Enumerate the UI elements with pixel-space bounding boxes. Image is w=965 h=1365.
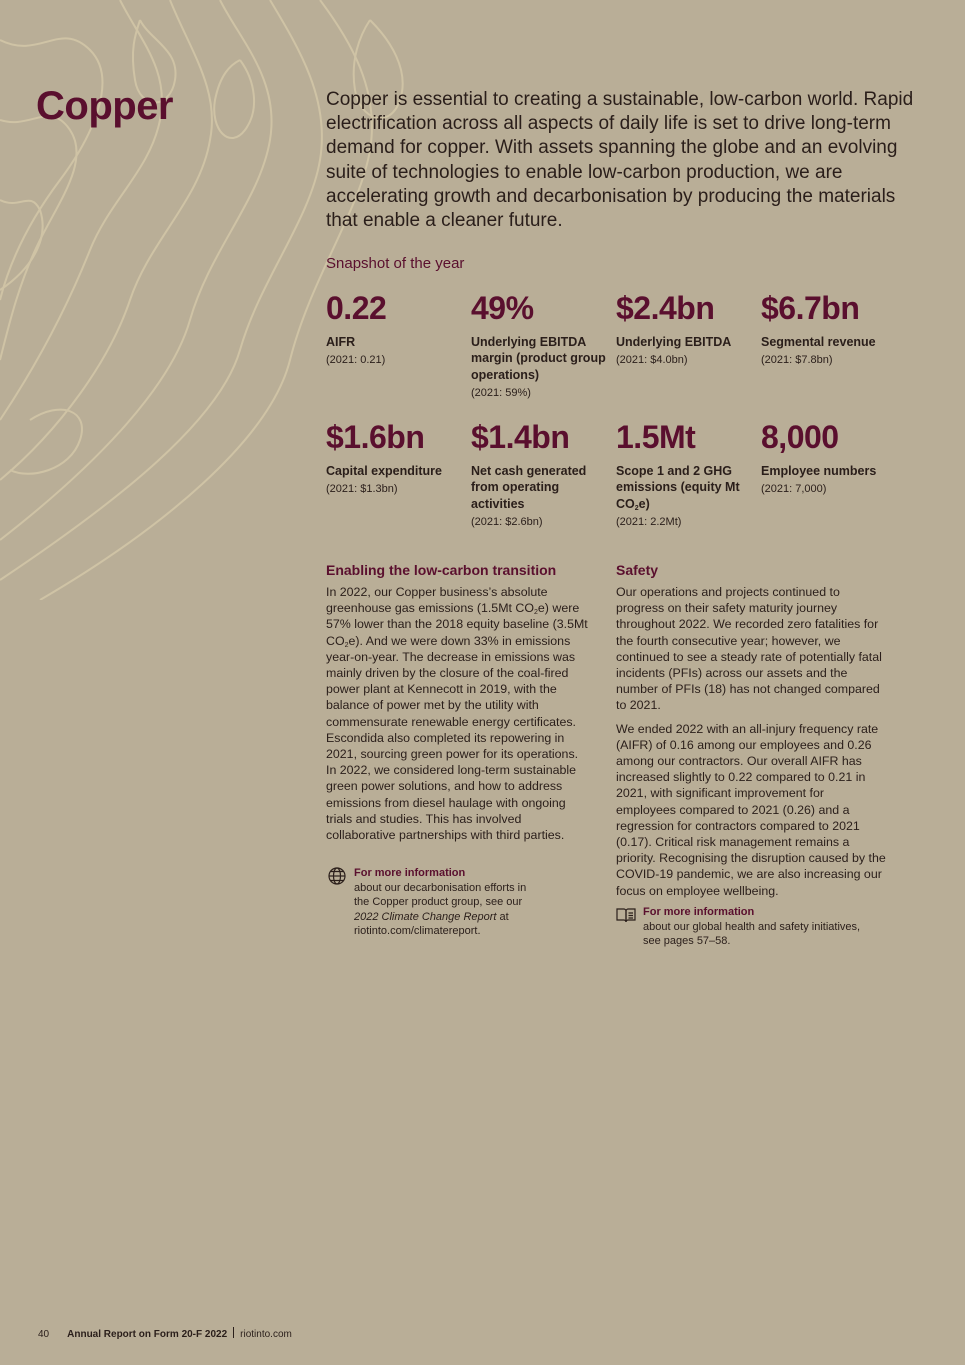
stat-value: 0.22 xyxy=(326,290,387,326)
stat-employees xyxy=(761,419,901,497)
stat-prior: (2021: 7,000) xyxy=(761,483,827,496)
stat-net-cash xyxy=(471,419,611,530)
stat-value: 49% xyxy=(471,290,534,326)
stat-value: $1.4bn xyxy=(471,419,570,455)
more-info-text: about our global health and safety initiatives, see pages 57–58. xyxy=(643,920,861,948)
safety-paragraph: Our operations and projects continued to progress on their safety maturity journey throughout 2022. We recorded zero fatalities for the fourth consecutive year; however, we continued to see a steady rate of potentially fatal incidents (PFIs) across our assets and the number of PFIs (18) has not changed compared to 2021. xyxy=(616,585,882,713)
stat-label xyxy=(616,463,756,512)
snapshot-heading: Snapshot of the year xyxy=(326,255,465,272)
more-info-heading: For more information xyxy=(354,867,466,879)
text-run: In 2022, our Copper business’s absolute greenhouse gas emissions (1.5Mt CO xyxy=(326,585,548,616)
page-number: 40 xyxy=(38,1329,50,1340)
page-footer xyxy=(38,1327,292,1340)
globe-icon xyxy=(327,866,347,886)
stat-ebitda-margin xyxy=(471,290,611,401)
stat-aifr xyxy=(326,290,466,368)
stat-label: AIFR xyxy=(326,335,356,349)
text-run: at riotinto.com/climatereport. xyxy=(354,910,509,938)
text-run: e) were 57% lower than the 2018 equity baseline (3.5Mt CO xyxy=(326,601,588,648)
book-icon xyxy=(616,905,636,925)
stat-prior: (2021: $1.3bn) xyxy=(326,483,398,496)
safety-paragraph: We ended 2022 with an all-injury frequency rate (AIFR) of 0.16 among our employees and 0.26 among our contractors. Our overall AIFR has increased slightly to 0.22 compared to 0.21 in 2021, with significant improvement for employees compared to 2021 (0.26) and a regression for contractors compared to 2021 (0.17). Critical risk management remains a priority. Recognising the disruption caused by the COVID-19 pandemic, we are also increasing our focus on employee wellbeing. xyxy=(616,721,886,898)
enabling-body xyxy=(326,584,588,850)
stat-prior: (2021: $4.0bn) xyxy=(616,354,688,367)
text-run: e). And we were down 33% in emissions year-on-year. The decrease in emissions was mainly driven by the closure of the coal-fired power plant at Kennecott in 2019, with the balance of power met by the utility with commensurate renewable energy certificates. Escondida also completed its repowering in 2021, sourcing green power for its operations. In 2022, we considered long-term sustainable green power solutions, and how to address emissions from diesel haulage with ongoing trials and studies. This has involved collaborative partnerships with third parties. xyxy=(326,633,579,843)
subscript: 2 xyxy=(534,609,538,617)
subscript: 2 xyxy=(634,504,639,512)
website: riotinto.com xyxy=(240,1329,292,1340)
stat-label: Net cash generated from operating activities xyxy=(471,464,587,511)
enabling-paragraph xyxy=(326,584,588,843)
stat-prior: (2021: $7.8bn) xyxy=(761,354,833,367)
text-run: about our decarbonisation efforts in the Copper product group, see our xyxy=(354,881,527,909)
stat-value: $2.4bn xyxy=(616,290,715,326)
stat-value: 1.5Mt xyxy=(616,419,696,455)
stat-value: $6.7bn xyxy=(761,290,860,326)
stat-ghg-emissions xyxy=(616,419,756,530)
stat-label: Underlying EBITDA xyxy=(616,335,732,349)
more-info-heading: For more information xyxy=(643,906,755,918)
stat-label-text: e) xyxy=(638,496,650,511)
safety-more-info xyxy=(643,905,873,949)
stat-label: Underlying EBITDA margin (product group operations) xyxy=(471,335,606,382)
safety-body xyxy=(616,584,886,906)
divider xyxy=(233,1327,234,1338)
stat-value: $1.6bn xyxy=(326,419,425,455)
enabling-more-info xyxy=(354,866,544,939)
enabling-heading: Enabling the low-carbon transition xyxy=(326,562,557,578)
report-title: 2022 Climate Change Report xyxy=(354,910,497,923)
stat-prior: (2021: 2.2Mt) xyxy=(616,515,682,528)
stat-label: Capital expenditure xyxy=(326,464,442,478)
more-info-text xyxy=(354,881,544,939)
stat-underlying-ebitda xyxy=(616,290,756,368)
stat-segmental-revenue xyxy=(761,290,901,368)
stat-label: Segmental revenue xyxy=(761,335,876,349)
stat-prior: (2021: $2.6bn) xyxy=(471,515,543,528)
stat-capex xyxy=(326,419,466,497)
safety-heading: Safety xyxy=(616,562,659,578)
stat-label-text: Scope 1 and 2 GHG emissions (equity Mt CO xyxy=(616,464,740,511)
intro-paragraph: Copper is essential to creating a sustainable, low-carbon world. Rapid electrification across all aspects of daily life is set to drive long-term demand for copper. With assets spanning the globe and an evolving suite of technologies to enable low-carbon production, we are accelerating growth and decarbonisation by producing the materials that enable a cleaner future. xyxy=(326,89,914,232)
report-name: Annual Report on Form 20-F 2022 xyxy=(67,1329,228,1340)
stat-prior: (2021: 0.21) xyxy=(326,354,386,367)
stat-value: 8,000 xyxy=(761,419,839,455)
page-title: Copper xyxy=(36,84,173,128)
stat-prior: (2021: 59%) xyxy=(471,386,531,399)
subscript: 2 xyxy=(344,641,349,649)
stat-label: Employee numbers xyxy=(761,464,877,478)
